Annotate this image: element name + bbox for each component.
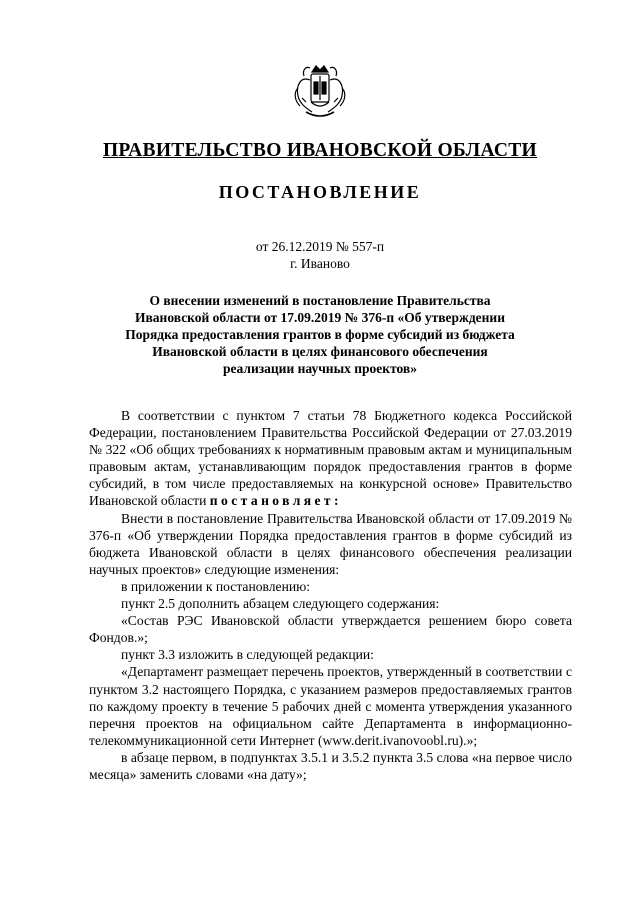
document-type: ПОСТАНОВЛЕНИЕ [218, 182, 422, 202]
date-number: от 26.12.2019 № 557-п [255, 239, 385, 254]
government-name: ПРАВИТЕЛЬСТВО ИВАНОВСКОЙ ОБЛАСТИ [102, 140, 538, 161]
document-body [89, 407, 572, 783]
city: г. Иваново [290, 256, 350, 271]
title-line: Порядка предоставления грантов в форме субсидий из бюджета [125, 327, 515, 342]
document-title [80, 292, 560, 377]
preamble-paragraph [89, 407, 572, 510]
date-and-place [0, 238, 640, 272]
title-line: О внесении изменений в постановление Правительства [149, 293, 491, 308]
coat-of-arms-icon [290, 62, 350, 122]
body-paragraph: Внести в постановление Правительства Ивановской области от 17.09.2019 № 376-п «Об утверждении Порядка предоставления грантов в форме субсидий из бюджета Ивановской области в целях финансового обеспечения реализации научных проектов» следующие изменения: [89, 510, 572, 577]
body-paragraph: в приложении к постановлению: [121, 578, 311, 594]
body-paragraph: «Состав РЭС Ивановской области утверждается решением бюро совета Фондов.»; [89, 613, 572, 646]
body-paragraph: пункт 3.3 изложить в следующей редакции: [121, 647, 374, 663]
title-line: Ивановской области от 17.09.2019 № 376-п «Об утверждении [135, 310, 505, 325]
body-paragraph: пункт 2.5 дополнить абзацем следующего содержания: [121, 596, 440, 612]
body-paragraph: «Департамент размещает перечень проектов, утвержденный в соответствии с пунктом 3.2 настоящего Порядка, с указанием размеров предоставляемых грантов по каждому проекту в течение 5 рабочих дней с момента утверждения указанного перечня проектов на официальном сайте Департамента в информационно-телекоммуникационной сети Интернет (www.derit.ivanovoobl.ru).»; [89, 664, 572, 748]
title-line: Ивановской области в целях финансового обеспечения [152, 344, 488, 359]
preamble-text: В соответствии с пунктом 7 статьи 78 Бюджетного кодекса Российской Федерации, постановлением Правительства Российской Федерации от 27.03.2019 № 322 «Об общих требованиях к нормативным правовым актам и муниципальным правовым актам, устанавливающим порядок предоставления грантов в форме субсидий, в том числе предоставляемых на конкурсной основе» Правительство Ивановской области [89, 408, 572, 509]
body-paragraph: в абзаце первом, в подпунктах 3.5.1 и 3.5.2 пункта 3.5 слова «на первое число месяца» заменить словами «на дату»; [89, 749, 572, 782]
resolves-word: постановляет: [209, 493, 342, 509]
title-line: реализации научных проектов» [223, 361, 417, 376]
